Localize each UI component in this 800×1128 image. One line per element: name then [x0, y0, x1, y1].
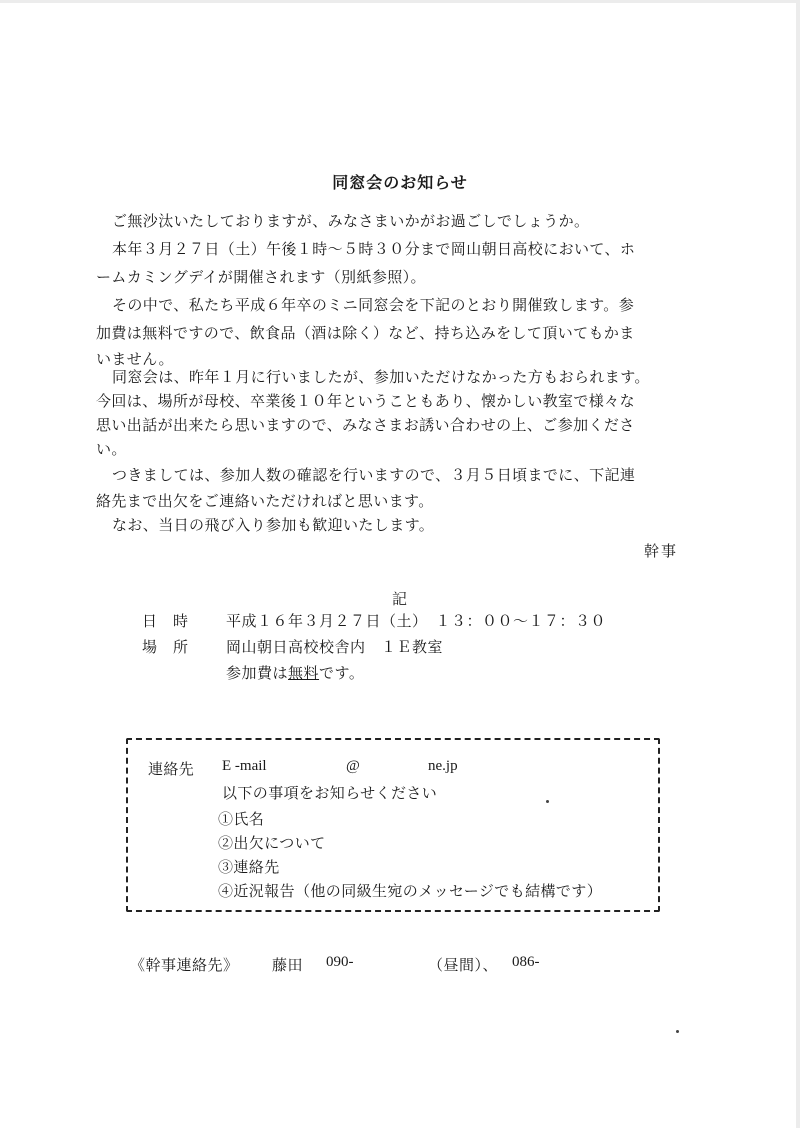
footer-phone1-note: （昼間）、: [428, 956, 499, 974]
place-label: 場 所: [142, 638, 189, 656]
page-title: 同窓会のお知らせ: [332, 173, 468, 192]
email-domain: ne.jp: [428, 758, 458, 774]
body-line-1: ご無沙汰いたしておりますが、みなさまいかがお過ごしでしょうか。: [112, 212, 590, 230]
scan-edge-right: [796, 0, 800, 1128]
fee-note: [226, 662, 364, 683]
place-value: 岡山朝日高校校舎内 １Ｅ教室: [226, 638, 444, 656]
fee-post: です。: [319, 664, 365, 682]
contact-item-news: ④近況報告（他の同級生宛のメッセージでも結構です）: [218, 882, 603, 900]
body-line-5: 加費は無料ですので、飲食品（酒は除く）など、持ち込みをして頂いてもかま: [96, 324, 635, 342]
contact-instruction: 以下の事項をお知らせください: [222, 784, 438, 802]
fee-word: 無料: [288, 664, 320, 682]
body-line-10: い。: [96, 440, 127, 458]
footer-phone1-prefix: 090-: [326, 954, 354, 970]
contact-item-attendance: ②出欠について: [218, 834, 326, 852]
datetime-label: 日 時: [142, 612, 189, 630]
scan-speck: [546, 800, 549, 803]
body-line-3: ームカミングデイが開催されます（別紙参照）。: [96, 268, 426, 286]
body-line-9: 思い出話が出来たら思いますので、みなさまお誘い合わせの上、ご参加くださ: [96, 416, 635, 434]
body-line-11: つきましては、参加人数の確認を行いますので、３月５日頃までに、下記連: [112, 466, 636, 484]
body-line-4: その中で、私たち平成６年卒のミニ同窓会を下記のとおり開催致します。参: [112, 296, 635, 314]
contact-item-contact: ③連絡先: [218, 858, 280, 876]
body-line-13: なお、当日の飛び入り参加も歓迎いたします。: [112, 516, 435, 534]
scan-edge-top: [0, 0, 800, 3]
body-line-12: 絡先まで出欠をご連絡いただければと思います。: [96, 492, 434, 510]
body-line-6: いません。: [96, 350, 174, 368]
footer-phone2-prefix: 086-: [512, 954, 540, 970]
datetime-value: 平成１６年３月２７日（土） １３：００～１７：３０: [226, 612, 607, 630]
body-line-7: 同窓会は、昨年１月に行いましたが、参加いただけなかった方もおられます。: [112, 368, 650, 386]
fee-pre: 参加費は: [226, 664, 289, 682]
signer: 幹事: [644, 542, 679, 560]
body-line-2: 本年３月２７日（土）午後１時～５時３０分まで岡山朝日高校において、ホ: [112, 240, 636, 258]
body-line-8: 今回は、場所が母校、卒業後１０年ということもあり、懐かしい教室で様々な: [96, 392, 636, 410]
footer-name: 藤田: [272, 956, 304, 974]
footer-label: 《幹事連絡先》: [130, 956, 239, 974]
contact-label: 連絡先: [148, 760, 195, 778]
email-at: @: [346, 758, 360, 774]
scan-speck: [676, 1030, 679, 1033]
ki-heading: 記: [392, 590, 408, 608]
contact-item-name: ①氏名: [218, 810, 265, 828]
email-label: E -mail: [222, 758, 267, 774]
